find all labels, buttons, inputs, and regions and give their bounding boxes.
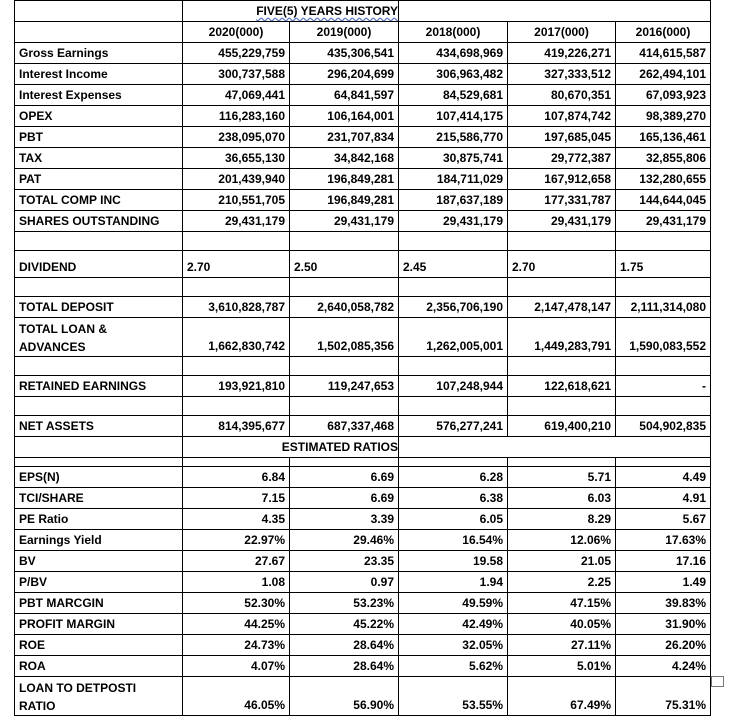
total-deposit-row <box>15 297 711 318</box>
row-value: 576,277,241 <box>399 416 508 437</box>
row-value: 5.71 <box>508 467 616 488</box>
row-value: 215,586,770 <box>399 127 508 148</box>
row-label-line: ADVANCES <box>19 340 86 354</box>
history-row <box>15 169 711 190</box>
blank-cell <box>290 458 399 467</box>
ratio-row <box>15 656 711 677</box>
row-value: 262,494,101 <box>616 64 711 85</box>
row-value: 21.05 <box>508 551 616 572</box>
row-value: 3,610,828,787 <box>183 297 290 318</box>
row-value: 53.23% <box>290 593 399 614</box>
row-value: 2,356,706,190 <box>399 297 508 318</box>
row-value: 16.54% <box>399 530 508 551</box>
row-value: 98,389,270 <box>616 106 711 127</box>
year-header: 2018(000) <box>399 22 508 43</box>
ratio-row <box>15 551 711 572</box>
row-value: 26.20% <box>616 635 711 656</box>
row-value: 29,431,179 <box>508 211 616 232</box>
loan-to-deposit-row <box>15 677 711 716</box>
row-value: 56.90% <box>290 677 399 716</box>
blank-cell <box>508 357 616 376</box>
blank-cell <box>183 232 290 251</box>
net-assets-row <box>15 416 711 437</box>
ratio-row <box>15 572 711 593</box>
row-value: 2,111,314,080 <box>616 297 711 318</box>
blank-cell <box>183 458 290 467</box>
ratio-row <box>15 509 711 530</box>
ratio-row <box>15 530 711 551</box>
row-value: 19.58 <box>399 551 508 572</box>
row-value: 40.05% <box>508 614 616 635</box>
history-row <box>15 190 711 211</box>
row-value: 201,439,940 <box>183 169 290 190</box>
spacer-row <box>15 357 711 376</box>
spacer-row <box>15 397 711 416</box>
row-value: 107,874,742 <box>508 106 616 127</box>
row-value: 2,147,478,147 <box>508 297 616 318</box>
row-value: 177,331,787 <box>508 190 616 211</box>
blank-cell <box>399 357 508 376</box>
row-label-line: TOTAL LOAN & <box>19 322 107 336</box>
row-value: 49.59% <box>399 593 508 614</box>
row-value: 1,262,005,001 <box>399 318 508 357</box>
blank-cell <box>616 397 711 416</box>
row-value: 47.15% <box>508 593 616 614</box>
ratios-title-row <box>15 437 711 458</box>
row-value: 414,615,587 <box>616 43 711 64</box>
history-row <box>15 106 711 127</box>
row-value: 4.24% <box>616 656 711 677</box>
row-value: 2,640,058,782 <box>290 297 399 318</box>
row-value: 23.35 <box>290 551 399 572</box>
row-value: 53.55% <box>399 677 508 716</box>
row-label: ROE <box>15 635 183 656</box>
row-label: TAX <box>15 148 183 169</box>
row-label: OPEX <box>15 106 183 127</box>
row-label: Interest Expenses <box>15 85 183 106</box>
row-label: DIVIDEND <box>15 251 183 278</box>
row-value: 2.25 <box>508 572 616 593</box>
row-value: 231,707,834 <box>290 127 399 148</box>
blank-cell <box>15 278 183 297</box>
blank-cell <box>616 458 711 467</box>
row-value: 419,226,271 <box>508 43 616 64</box>
history-row <box>15 211 711 232</box>
row-value: 67.49% <box>508 677 616 716</box>
row-value: 306,963,482 <box>399 64 508 85</box>
row-value: 4.35 <box>183 509 290 530</box>
row-value: 327,333,512 <box>508 64 616 85</box>
blank-cell <box>399 232 508 251</box>
row-value: 7.15 <box>183 488 290 509</box>
row-value: 29,431,179 <box>616 211 711 232</box>
row-value: 29,431,179 <box>183 211 290 232</box>
row-value: 80,670,351 <box>508 85 616 106</box>
row-label: NET ASSETS <box>15 416 183 437</box>
row-value: 1,590,083,552 <box>616 318 711 357</box>
row-label: TOTAL COMP INC <box>15 190 183 211</box>
row-value: 45.22% <box>290 614 399 635</box>
row-value: 187,637,189 <box>399 190 508 211</box>
title-blank <box>399 1 711 22</box>
blank-cell <box>290 357 399 376</box>
row-label: ROA <box>15 656 183 677</box>
blank-cell <box>183 357 290 376</box>
row-value: 6.69 <box>290 467 399 488</box>
corner-cell <box>15 1 183 22</box>
row-value: 42.49% <box>399 614 508 635</box>
row-value: 32,855,806 <box>616 148 711 169</box>
blank-cell <box>15 397 183 416</box>
row-value: 29,431,179 <box>399 211 508 232</box>
row-value: 435,306,541 <box>290 43 399 64</box>
blank-cell <box>399 278 508 297</box>
row-value: 31.90% <box>616 614 711 635</box>
blank-cell <box>616 357 711 376</box>
blank-cell <box>15 357 183 376</box>
row-label: P/BV <box>15 572 183 593</box>
row-value: 196,849,281 <box>290 169 399 190</box>
row-value: 5.01% <box>508 656 616 677</box>
ratios-title-blank <box>15 437 183 458</box>
row-value: 6.05 <box>399 509 508 530</box>
row-value: 6.69 <box>290 488 399 509</box>
row-value: 107,414,175 <box>399 106 508 127</box>
history-row <box>15 148 711 169</box>
blank-cell <box>399 458 508 467</box>
ratio-row <box>15 488 711 509</box>
blank-cell <box>290 397 399 416</box>
row-value: 687,337,468 <box>290 416 399 437</box>
row-value: 197,685,045 <box>508 127 616 148</box>
ratios-title-blank <box>399 437 711 458</box>
table-title <box>183 1 399 22</box>
row-value: 296,204,699 <box>290 64 399 85</box>
row-label: PROFIT MARGIN <box>15 614 183 635</box>
blank-cell <box>508 458 616 467</box>
row-value: 2.70 <box>508 251 616 278</box>
row-value: 4.49 <box>616 467 711 488</box>
spacer-row <box>15 278 711 297</box>
financial-history-sheet <box>14 0 710 713</box>
row-value: 75.31% <box>616 677 711 716</box>
row-value: 116,283,160 <box>183 106 290 127</box>
row-value: 238,095,070 <box>183 127 290 148</box>
row-value: 106,164,001 <box>290 106 399 127</box>
row-value: 1.94 <box>399 572 508 593</box>
row-label: TOTAL DEPOSIT <box>15 297 183 318</box>
spacer-row <box>15 232 711 251</box>
blank-cell <box>183 278 290 297</box>
row-value: 67,093,923 <box>616 85 711 106</box>
row-value: 39.83% <box>616 593 711 614</box>
resize-handle[interactable] <box>711 676 724 687</box>
row-label <box>15 677 183 716</box>
blank-cell <box>508 278 616 297</box>
row-value: 107,248,944 <box>399 376 508 397</box>
row-value: 29,431,179 <box>290 211 399 232</box>
ratios-title: ESTIMATED RATIOS <box>183 437 399 458</box>
dividend-row <box>15 251 711 278</box>
row-value: 4.91 <box>616 488 711 509</box>
row-value: 2.70 <box>183 251 290 278</box>
blank-cell <box>508 397 616 416</box>
row-value: 6.84 <box>183 467 290 488</box>
row-value: 52.30% <box>183 593 290 614</box>
row-value: 619,400,210 <box>508 416 616 437</box>
blank-cell <box>399 397 508 416</box>
row-value: 84,529,681 <box>399 85 508 106</box>
title-row <box>15 1 711 22</box>
row-value: 196,849,281 <box>290 190 399 211</box>
row-label: PE Ratio <box>15 509 183 530</box>
row-value: 184,711,029 <box>399 169 508 190</box>
row-value: 504,902,835 <box>616 416 711 437</box>
row-label: PBT <box>15 127 183 148</box>
row-label: Gross Earnings <box>15 43 183 64</box>
row-value: 3.39 <box>290 509 399 530</box>
ratio-row <box>15 635 711 656</box>
row-value: 6.28 <box>399 467 508 488</box>
history-row <box>15 43 711 64</box>
row-value: 28.64% <box>290 635 399 656</box>
row-value: 6.03 <box>508 488 616 509</box>
year-header: 2020(000) <box>183 22 290 43</box>
row-value: 22.97% <box>183 530 290 551</box>
year-header: 2017(000) <box>508 22 616 43</box>
title-text: FIVE(5) YEARS HISTORY <box>256 4 398 18</box>
row-value: 4.07% <box>183 656 290 677</box>
row-value: 1,662,830,742 <box>183 318 290 357</box>
row-label: SHARES OUTSTANDING <box>15 211 183 232</box>
row-label: TCI/SHARE <box>15 488 183 509</box>
blank-cell <box>508 232 616 251</box>
row-value: 6.38 <box>399 488 508 509</box>
row-value: 64,841,597 <box>290 85 399 106</box>
spacer-row <box>15 458 711 467</box>
row-label: BV <box>15 551 183 572</box>
row-value: 165,136,461 <box>616 127 711 148</box>
row-label-line: RATIO <box>19 699 56 713</box>
row-value: 119,247,653 <box>290 376 399 397</box>
total-loan-row <box>15 318 711 357</box>
row-value: 1,449,283,791 <box>508 318 616 357</box>
blank-cell <box>15 232 183 251</box>
row-label-line: LOAN TO DETPOSTI <box>19 681 137 695</box>
blank-cell <box>290 232 399 251</box>
row-value: 455,229,759 <box>183 43 290 64</box>
row-value: 17.16 <box>616 551 711 572</box>
row-value: 36,655,130 <box>183 148 290 169</box>
ratio-row <box>15 614 711 635</box>
row-value: 814,395,677 <box>183 416 290 437</box>
row-value: 167,912,658 <box>508 169 616 190</box>
row-value: 46.05% <box>183 677 290 716</box>
row-value: 29.46% <box>290 530 399 551</box>
year-header-blank <box>15 22 183 43</box>
row-value: 27.11% <box>508 635 616 656</box>
row-label: EPS(N) <box>15 467 183 488</box>
row-value: 1.75 <box>616 251 711 278</box>
row-label: Earnings Yield <box>15 530 183 551</box>
row-value: 44.25% <box>183 614 290 635</box>
ratio-row <box>15 593 711 614</box>
row-label: PAT <box>15 169 183 190</box>
row-value: 1.49 <box>616 572 711 593</box>
row-value: 122,618,621 <box>508 376 616 397</box>
ratio-row <box>15 467 711 488</box>
blank-cell <box>616 278 711 297</box>
row-label: PBT MARCGIN <box>15 593 183 614</box>
history-row <box>15 64 711 85</box>
row-value: 30,875,741 <box>399 148 508 169</box>
row-value: 8.29 <box>508 509 616 530</box>
row-value: 27.67 <box>183 551 290 572</box>
row-label: Interest Income <box>15 64 183 85</box>
row-value: 32.05% <box>399 635 508 656</box>
row-value: 29,772,387 <box>508 148 616 169</box>
row-value: 1,502,085,356 <box>290 318 399 357</box>
history-table <box>14 0 711 716</box>
year-header-row <box>15 22 711 43</box>
blank-cell <box>15 458 183 467</box>
row-value: 24.73% <box>183 635 290 656</box>
row-value: 5.67 <box>616 509 711 530</box>
row-value: 12.06% <box>508 530 616 551</box>
blank-cell <box>183 397 290 416</box>
year-header: 2019(000) <box>290 22 399 43</box>
row-value: 5.62% <box>399 656 508 677</box>
row-value: 28.64% <box>290 656 399 677</box>
history-row <box>15 127 711 148</box>
row-value: 34,842,168 <box>290 148 399 169</box>
retained-earnings-row <box>15 376 711 397</box>
row-value: 1.08 <box>183 572 290 593</box>
blank-cell <box>616 232 711 251</box>
row-value: 210,551,705 <box>183 190 290 211</box>
year-header: 2016(000) <box>616 22 711 43</box>
row-value: 193,921,810 <box>183 376 290 397</box>
row-value: 132,280,655 <box>616 169 711 190</box>
blank-cell <box>290 278 399 297</box>
row-value: 434,698,969 <box>399 43 508 64</box>
row-label <box>15 318 183 357</box>
row-value: 17.63% <box>616 530 711 551</box>
row-label: RETAINED EARNINGS <box>15 376 183 397</box>
row-value: 2.45 <box>399 251 508 278</box>
row-value: 2.50 <box>290 251 399 278</box>
history-row <box>15 85 711 106</box>
row-value: 144,644,045 <box>616 190 711 211</box>
row-value: 300,737,588 <box>183 64 290 85</box>
row-value: 0.97 <box>290 572 399 593</box>
row-value: 47,069,441 <box>183 85 290 106</box>
row-value: - <box>616 376 711 397</box>
